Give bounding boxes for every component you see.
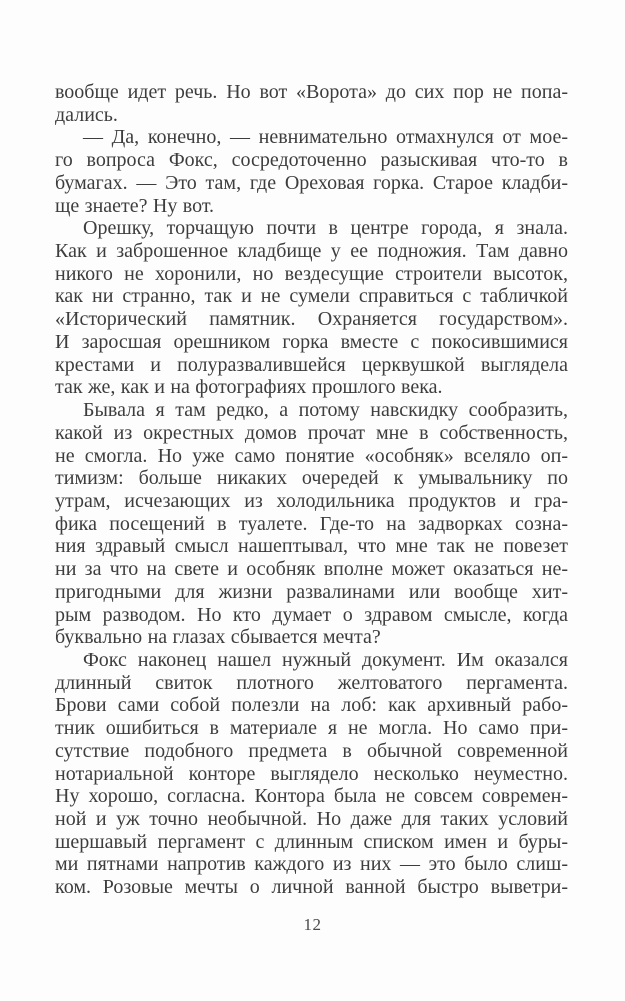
text-line: рым разводом. Но кто думает о здравом смысле, когда bbox=[55, 603, 568, 626]
text-line: го вопроса Фокс, сосредоточенно разыскивая что-то в bbox=[55, 149, 568, 172]
text-line: бумагах. — Это там, где Ореховая горка. Старое кладби- bbox=[55, 171, 568, 194]
paragraph bbox=[55, 217, 568, 399]
text-line: пригодными для жизни развалинами или вообще хит- bbox=[55, 580, 568, 603]
text-line: длинный свиток плотного желтоватого пергамента. bbox=[55, 671, 568, 694]
text-line: Фокс наконец нашел нужный документ. Им оказался bbox=[83, 648, 568, 671]
text-line: тник ошибиться в материале я не могла. Но само при- bbox=[55, 717, 568, 740]
text-line: Орешку, торчащую почти в центре города, я знала. bbox=[83, 217, 568, 240]
text-line: ще знаете? Ну вот. bbox=[55, 194, 215, 217]
text-line: Брови сами собой полезли на лоб: как архивный рабо- bbox=[55, 694, 568, 717]
paragraph bbox=[55, 399, 568, 649]
text-line: Бывала я там редко, а потому навскидку сообразить, bbox=[83, 399, 568, 422]
text-line: фика посещений в туалете. Где-то на задворках созна- bbox=[55, 512, 568, 535]
text-line: ни за что на свете и особняк вполне может оказаться не- bbox=[55, 558, 568, 581]
text-line: Ну хорошо, согласна. Контора была не совсем современ- bbox=[55, 785, 568, 808]
text-line: ком. Розовые мечты о личной ванной быстро выветри- bbox=[55, 876, 568, 899]
text-line: никого не хоронили, но вездесущие строители высоток, bbox=[55, 262, 568, 285]
text-line: Как и заброшенное кладбище у ее подножия. Там давно bbox=[55, 240, 568, 263]
text-line: нотариальной конторе выглядело несколько неуместно. bbox=[55, 762, 568, 785]
page-text-block bbox=[55, 81, 568, 899]
text-line: так же, как и на фотографиях прошлого века. bbox=[55, 376, 443, 399]
text-line: тимизм: больше никаких очередей к умывальнику по bbox=[55, 467, 568, 490]
text-line: не смогла. Но уже само понятие «особняк» вселяло оп- bbox=[55, 444, 568, 467]
text-line: буквально на глазах сбывается мечта? bbox=[55, 626, 381, 649]
text-line: сутствие подобного предмета в обычной современной bbox=[55, 739, 568, 762]
text-line: дались. bbox=[55, 103, 118, 126]
text-line: ной и уж точно необычной. Но даже для таких условий bbox=[55, 808, 568, 830]
page-number: 12 bbox=[303, 915, 322, 934]
text-line: ми пятнами напротив каждого из них — это было слиш- bbox=[55, 853, 568, 876]
text-line: утрам, исчезающих из холодильника продуктов и гра- bbox=[55, 489, 568, 512]
text-line: как ни странно, так и не сумели справиться с табличкой bbox=[55, 285, 568, 308]
text-line: шершавый пергамент с длинным списком имен и буры- bbox=[55, 830, 568, 853]
text-line: ния здравый смысл нашептывал, что мне так не повезет bbox=[55, 535, 568, 558]
paragraph bbox=[55, 126, 568, 217]
text-line: «Исторический памятник. Охраняется государством». bbox=[55, 308, 568, 331]
text-line: И заросшая орешником горка вместе с покосившимися bbox=[55, 330, 568, 353]
text-line: — Да, конечно, — невнимательно отмахнулся от мое- bbox=[83, 126, 568, 149]
text-line: вообще идет речь. Но вот «Ворота» до сих пор не попа- bbox=[55, 81, 568, 103]
paragraph bbox=[55, 81, 568, 126]
paragraph bbox=[55, 649, 568, 899]
text-line: крестами и полуразвалившейся церквушкой выглядела bbox=[55, 353, 568, 376]
text-line: какой из окрестных домов прочат мне в собственность, bbox=[55, 421, 568, 444]
